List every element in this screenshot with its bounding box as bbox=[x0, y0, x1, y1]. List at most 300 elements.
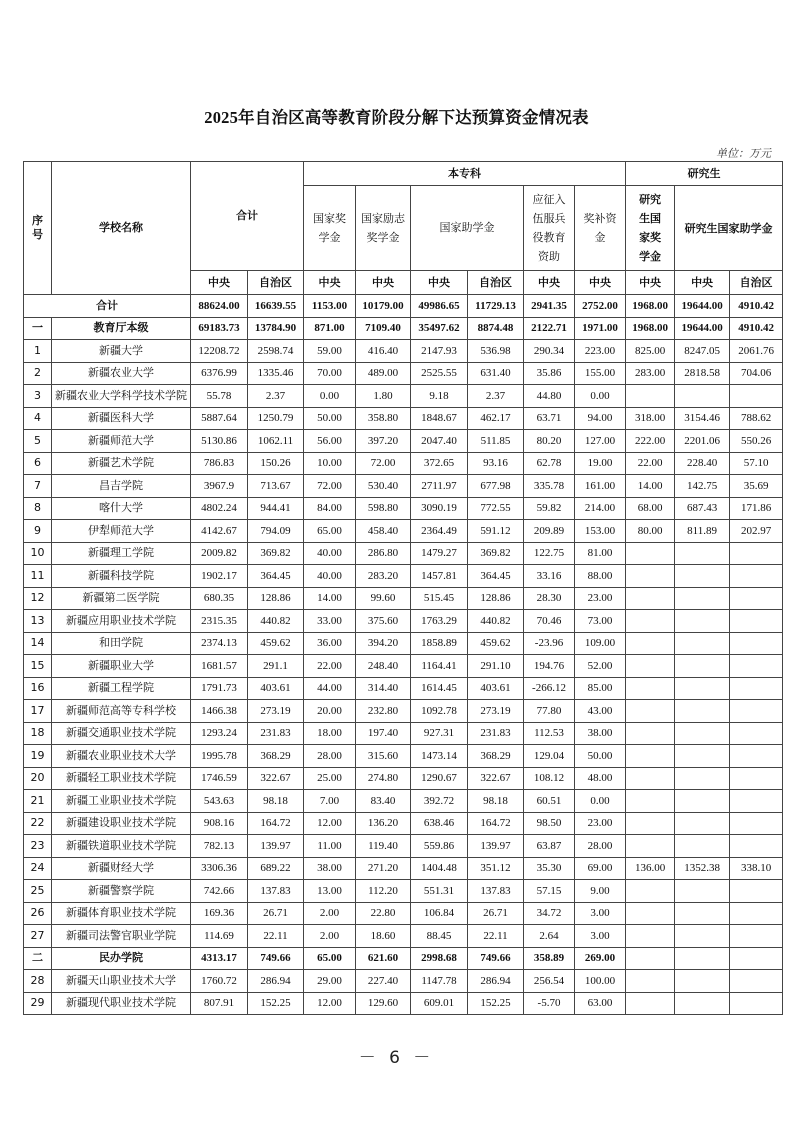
cell: 63.87 bbox=[524, 835, 575, 858]
cell: 127.00 bbox=[575, 430, 626, 453]
cell: 10179.00 bbox=[356, 295, 411, 318]
cell bbox=[626, 722, 675, 745]
header-autonomous: 自治区 bbox=[248, 271, 304, 295]
row-seq: 4 bbox=[24, 407, 52, 430]
cell: 358.89 bbox=[524, 947, 575, 970]
cell: 638.46 bbox=[411, 812, 468, 835]
cell: 40.00 bbox=[304, 565, 356, 588]
row-seq: 21 bbox=[24, 790, 52, 813]
cell: 9.00 bbox=[575, 880, 626, 903]
cell: 26.71 bbox=[468, 902, 524, 925]
cell: 3.00 bbox=[575, 902, 626, 925]
row-seq: 23 bbox=[24, 835, 52, 858]
budget-table bbox=[23, 161, 783, 1015]
row-seq: 16 bbox=[24, 677, 52, 700]
cell: 202.97 bbox=[730, 520, 783, 543]
cell bbox=[730, 700, 783, 723]
cell: 2525.55 bbox=[411, 362, 468, 385]
cell: -266.12 bbox=[524, 677, 575, 700]
cell: 88.00 bbox=[575, 565, 626, 588]
cell bbox=[675, 542, 730, 565]
cell: 65.00 bbox=[304, 947, 356, 970]
cell: 3154.46 bbox=[675, 407, 730, 430]
cell: 11.00 bbox=[304, 835, 356, 858]
cell: 108.12 bbox=[524, 767, 575, 790]
cell: 291.10 bbox=[468, 655, 524, 678]
table-row bbox=[24, 925, 783, 948]
cell: 98.50 bbox=[524, 812, 575, 835]
row-school-name: 新疆大学 bbox=[52, 340, 191, 363]
cell: 273.19 bbox=[248, 700, 304, 723]
cell: 81.00 bbox=[575, 542, 626, 565]
cell: 98.18 bbox=[468, 790, 524, 813]
cell: 16639.55 bbox=[248, 295, 304, 318]
cell: 6376.99 bbox=[191, 362, 248, 385]
cell bbox=[626, 610, 675, 633]
cell: 2752.00 bbox=[575, 295, 626, 318]
cell: 0.00 bbox=[575, 790, 626, 813]
cell: 689.22 bbox=[248, 857, 304, 880]
cell: 677.98 bbox=[468, 475, 524, 498]
cell bbox=[730, 835, 783, 858]
cell: 33.16 bbox=[524, 565, 575, 588]
cell: 621.60 bbox=[356, 947, 411, 970]
cell: 1791.73 bbox=[191, 677, 248, 700]
cell bbox=[675, 632, 730, 655]
cell: 48.00 bbox=[575, 767, 626, 790]
cell: 214.00 bbox=[575, 497, 626, 520]
cell bbox=[675, 812, 730, 835]
cell: 98.18 bbox=[248, 790, 304, 813]
row-school-name: 新疆第二医学院 bbox=[52, 587, 191, 610]
cell bbox=[675, 925, 730, 948]
row-seq: 25 bbox=[24, 880, 52, 903]
cell: 197.40 bbox=[356, 722, 411, 745]
cell: 530.40 bbox=[356, 475, 411, 498]
cell: 1457.81 bbox=[411, 565, 468, 588]
cell: 2818.58 bbox=[675, 362, 730, 385]
cell bbox=[675, 565, 730, 588]
cell: 1858.89 bbox=[411, 632, 468, 655]
row-school-name: 新疆农业大学 bbox=[52, 362, 191, 385]
row-school-name: 新疆师范大学 bbox=[52, 430, 191, 453]
cell: 338.10 bbox=[730, 857, 783, 880]
row-school-name: 新疆建设职业技术学院 bbox=[52, 812, 191, 835]
cell: 749.66 bbox=[248, 947, 304, 970]
cell: 68.00 bbox=[626, 497, 675, 520]
row-school-name: 新疆司法警官职业学院 bbox=[52, 925, 191, 948]
header-school-name: 学校名称 bbox=[52, 162, 191, 295]
cell: 2374.13 bbox=[191, 632, 248, 655]
cell bbox=[626, 542, 675, 565]
cell: 358.80 bbox=[356, 407, 411, 430]
cell: 23.00 bbox=[575, 587, 626, 610]
cell: 8247.05 bbox=[675, 340, 730, 363]
cell bbox=[730, 745, 783, 768]
cell: 811.89 bbox=[675, 520, 730, 543]
cell: 4802.24 bbox=[191, 497, 248, 520]
cell: 286.94 bbox=[248, 970, 304, 993]
cell: 440.82 bbox=[468, 610, 524, 633]
row-school-name: 新疆天山职业技术大学 bbox=[52, 970, 191, 993]
row-seq: 8 bbox=[24, 497, 52, 520]
cell: 609.01 bbox=[411, 992, 468, 1015]
table-row bbox=[24, 542, 783, 565]
cell bbox=[730, 542, 783, 565]
header-central: 中央 bbox=[304, 271, 356, 295]
unit-label: 单位：万元 bbox=[716, 148, 771, 160]
cell: 807.91 bbox=[191, 992, 248, 1015]
cell: 286.94 bbox=[468, 970, 524, 993]
cell: 364.45 bbox=[248, 565, 304, 588]
cell: 1968.00 bbox=[626, 317, 675, 340]
cell: 271.20 bbox=[356, 857, 411, 880]
row-seq: 6 bbox=[24, 452, 52, 475]
cell: 2598.74 bbox=[248, 340, 304, 363]
header-autonomous: 自治区 bbox=[468, 271, 524, 295]
cell: 368.29 bbox=[468, 745, 524, 768]
cell: 20.00 bbox=[304, 700, 356, 723]
cell bbox=[626, 970, 675, 993]
table-row bbox=[24, 340, 783, 363]
cell bbox=[730, 722, 783, 745]
row-seq: 18 bbox=[24, 722, 52, 745]
cell: 322.67 bbox=[468, 767, 524, 790]
row-school-name: 新疆轻工职业技术学院 bbox=[52, 767, 191, 790]
cell: 59.00 bbox=[304, 340, 356, 363]
cell: 80.20 bbox=[524, 430, 575, 453]
cell bbox=[626, 385, 675, 408]
cell: 5887.64 bbox=[191, 407, 248, 430]
cell bbox=[626, 790, 675, 813]
cell: 772.55 bbox=[468, 497, 524, 520]
table-row bbox=[24, 452, 783, 475]
cell bbox=[730, 655, 783, 678]
cell: 223.00 bbox=[575, 340, 626, 363]
cell: 23.00 bbox=[575, 812, 626, 835]
cell: 18.00 bbox=[304, 722, 356, 745]
row-seq: 一 bbox=[24, 317, 52, 340]
cell: 73.00 bbox=[575, 610, 626, 633]
cell: 129.04 bbox=[524, 745, 575, 768]
table-row bbox=[24, 362, 783, 385]
cell: 1681.57 bbox=[191, 655, 248, 678]
cell bbox=[675, 722, 730, 745]
cell bbox=[675, 902, 730, 925]
row-school-name: 新疆财经大学 bbox=[52, 857, 191, 880]
cell: 2147.93 bbox=[411, 340, 468, 363]
cell: 927.31 bbox=[411, 722, 468, 745]
cell: 1479.27 bbox=[411, 542, 468, 565]
cell: 794.09 bbox=[248, 520, 304, 543]
cell bbox=[626, 835, 675, 858]
cell: 515.45 bbox=[411, 587, 468, 610]
header-national-scholarship: 国家奖学金 bbox=[304, 186, 356, 271]
cell: 56.00 bbox=[304, 430, 356, 453]
cell: 28.00 bbox=[575, 835, 626, 858]
table-row bbox=[24, 407, 783, 430]
cell: 511.85 bbox=[468, 430, 524, 453]
cell: 11729.13 bbox=[468, 295, 524, 318]
cell: 1290.67 bbox=[411, 767, 468, 790]
cell: 8874.48 bbox=[468, 317, 524, 340]
cell: 164.72 bbox=[248, 812, 304, 835]
cell: 228.40 bbox=[675, 452, 730, 475]
cell: 34.72 bbox=[524, 902, 575, 925]
cell: 704.06 bbox=[730, 362, 783, 385]
cell: 1293.24 bbox=[191, 722, 248, 745]
cell bbox=[675, 970, 730, 993]
row-school-name: 新疆铁道职业技术学院 bbox=[52, 835, 191, 858]
cell: 72.00 bbox=[356, 452, 411, 475]
cell bbox=[675, 992, 730, 1015]
cell: 63.71 bbox=[524, 407, 575, 430]
cell: 88.45 bbox=[411, 925, 468, 948]
cell bbox=[730, 880, 783, 903]
cell bbox=[675, 655, 730, 678]
row-seq: 5 bbox=[24, 430, 52, 453]
document-title: 2025年自治区高等教育阶段分解下达预算资金情况表 bbox=[204, 108, 589, 127]
cell: 2.37 bbox=[248, 385, 304, 408]
cell: 13.00 bbox=[304, 880, 356, 903]
cell: 1614.45 bbox=[411, 677, 468, 700]
row-seq: 20 bbox=[24, 767, 52, 790]
table-row bbox=[24, 992, 783, 1015]
cell: 12208.72 bbox=[191, 340, 248, 363]
header-inspirational-scholarship: 国家励志奖学金 bbox=[356, 186, 411, 271]
cell: 169.36 bbox=[191, 902, 248, 925]
cell: 290.34 bbox=[524, 340, 575, 363]
cell: 139.97 bbox=[248, 835, 304, 858]
cell: 77.80 bbox=[524, 700, 575, 723]
cell: 19.00 bbox=[575, 452, 626, 475]
cell: 2.37 bbox=[468, 385, 524, 408]
cell: 164.72 bbox=[468, 812, 524, 835]
cell: 22.00 bbox=[626, 452, 675, 475]
cell: 38.00 bbox=[575, 722, 626, 745]
cell: 38.00 bbox=[304, 857, 356, 880]
cell: 69183.73 bbox=[191, 317, 248, 340]
row-seq: 22 bbox=[24, 812, 52, 835]
row-school-name: 新疆师范高等专科学校 bbox=[52, 700, 191, 723]
row-seq: 29 bbox=[24, 992, 52, 1015]
cell bbox=[626, 745, 675, 768]
cell: 137.83 bbox=[248, 880, 304, 903]
cell: 85.00 bbox=[575, 677, 626, 700]
cell: 22.00 bbox=[304, 655, 356, 678]
cell: 2941.35 bbox=[524, 295, 575, 318]
row-name: 教育厅本级 bbox=[52, 317, 191, 340]
table-row bbox=[24, 385, 783, 408]
row-school-name: 新疆体育职业技术学院 bbox=[52, 902, 191, 925]
row-school-name: 新疆艺术学院 bbox=[52, 452, 191, 475]
cell: 161.00 bbox=[575, 475, 626, 498]
row-seq: 17 bbox=[24, 700, 52, 723]
cell: 0.00 bbox=[575, 385, 626, 408]
cell: 227.40 bbox=[356, 970, 411, 993]
row-seq: 19 bbox=[24, 745, 52, 768]
cell: 0.00 bbox=[304, 385, 356, 408]
cell bbox=[730, 992, 783, 1015]
table-row bbox=[24, 677, 783, 700]
cell: 2711.97 bbox=[411, 475, 468, 498]
cell: 536.98 bbox=[468, 340, 524, 363]
cell: 2998.68 bbox=[411, 947, 468, 970]
row-school-name: 新疆农业职业技术大学 bbox=[52, 745, 191, 768]
cell: 83.40 bbox=[356, 790, 411, 813]
cell: 2.00 bbox=[304, 902, 356, 925]
cell: 322.67 bbox=[248, 767, 304, 790]
table-row bbox=[24, 767, 783, 790]
cell: 12.00 bbox=[304, 812, 356, 835]
cell: 59.82 bbox=[524, 497, 575, 520]
cell bbox=[626, 925, 675, 948]
cell: 128.86 bbox=[468, 587, 524, 610]
row-seq: 1 bbox=[24, 340, 52, 363]
cell bbox=[626, 947, 675, 970]
cell: 70.00 bbox=[304, 362, 356, 385]
cell: 351.12 bbox=[468, 857, 524, 880]
cell bbox=[675, 745, 730, 768]
row-school-name: 新疆应用职业技术学院 bbox=[52, 610, 191, 633]
cell bbox=[675, 835, 730, 858]
cell: 136.20 bbox=[356, 812, 411, 835]
cell: 9.18 bbox=[411, 385, 468, 408]
cell bbox=[626, 655, 675, 678]
cell: 283.20 bbox=[356, 565, 411, 588]
cell: 2122.71 bbox=[524, 317, 575, 340]
cell: 1995.78 bbox=[191, 745, 248, 768]
cell: 70.46 bbox=[524, 610, 575, 633]
row-seq: 14 bbox=[24, 632, 52, 655]
cell bbox=[675, 880, 730, 903]
row-school-name: 新疆职业大学 bbox=[52, 655, 191, 678]
cell: 65.00 bbox=[304, 520, 356, 543]
cell bbox=[730, 812, 783, 835]
cell: 72.00 bbox=[304, 475, 356, 498]
row-school-name: 新疆科技学院 bbox=[52, 565, 191, 588]
cell: 194.76 bbox=[524, 655, 575, 678]
row-school-name: 新疆农业大学科学技术学院 bbox=[52, 385, 191, 408]
header-central: 中央 bbox=[626, 271, 675, 295]
cell: 782.13 bbox=[191, 835, 248, 858]
cell: 256.54 bbox=[524, 970, 575, 993]
cell: 1352.38 bbox=[675, 857, 730, 880]
row-school-name: 新疆理工学院 bbox=[52, 542, 191, 565]
cell: 403.61 bbox=[468, 677, 524, 700]
row-seq: 12 bbox=[24, 587, 52, 610]
header-grad-national-aid: 研究生国家助学金 bbox=[675, 186, 783, 271]
cell: 3967.9 bbox=[191, 475, 248, 498]
cell: 136.00 bbox=[626, 857, 675, 880]
cell: 114.69 bbox=[191, 925, 248, 948]
cell: 680.35 bbox=[191, 587, 248, 610]
cell: 2061.76 bbox=[730, 340, 783, 363]
cell: 28.00 bbox=[304, 745, 356, 768]
cell: 7.00 bbox=[304, 790, 356, 813]
row-school-name: 新疆警察学院 bbox=[52, 880, 191, 903]
table-row bbox=[24, 790, 783, 813]
cell bbox=[675, 767, 730, 790]
cell: 22.80 bbox=[356, 902, 411, 925]
row-seq: 3 bbox=[24, 385, 52, 408]
cell: 369.82 bbox=[248, 542, 304, 565]
table-row bbox=[24, 632, 783, 655]
cell: 369.82 bbox=[468, 542, 524, 565]
cell bbox=[730, 767, 783, 790]
table-row bbox=[24, 565, 783, 588]
cell: -5.70 bbox=[524, 992, 575, 1015]
row-seq: 二 bbox=[24, 947, 52, 970]
cell bbox=[730, 947, 783, 970]
row-seq: 10 bbox=[24, 542, 52, 565]
cell: 152.25 bbox=[468, 992, 524, 1015]
cell: 19644.00 bbox=[675, 317, 730, 340]
table-row bbox=[24, 587, 783, 610]
cell: 1147.78 bbox=[411, 970, 468, 993]
row-school-name: 新疆医科大学 bbox=[52, 407, 191, 430]
cell: 222.00 bbox=[626, 430, 675, 453]
header-central: 中央 bbox=[524, 271, 575, 295]
cell bbox=[730, 790, 783, 813]
cell bbox=[626, 992, 675, 1015]
cell: 392.72 bbox=[411, 790, 468, 813]
cell bbox=[675, 610, 730, 633]
row-seq: 13 bbox=[24, 610, 52, 633]
cell: 62.78 bbox=[524, 452, 575, 475]
cell: 1092.78 bbox=[411, 700, 468, 723]
cell bbox=[730, 677, 783, 700]
cell: 375.60 bbox=[356, 610, 411, 633]
cell: 100.00 bbox=[575, 970, 626, 993]
cell: 2315.35 bbox=[191, 610, 248, 633]
cell: 459.62 bbox=[468, 632, 524, 655]
header-national-aid: 国家助学金 bbox=[411, 186, 524, 271]
table-row bbox=[24, 655, 783, 678]
cell: 1473.14 bbox=[411, 745, 468, 768]
cell: 112.20 bbox=[356, 880, 411, 903]
table-row bbox=[24, 610, 783, 633]
cell: 825.00 bbox=[626, 340, 675, 363]
cell: 60.51 bbox=[524, 790, 575, 813]
cell: 5130.86 bbox=[191, 430, 248, 453]
cell: 84.00 bbox=[304, 497, 356, 520]
row-seq: 15 bbox=[24, 655, 52, 678]
cell: 80.00 bbox=[626, 520, 675, 543]
table-row bbox=[24, 700, 783, 723]
cell: 35497.62 bbox=[411, 317, 468, 340]
header-graduate: 研究生 bbox=[626, 162, 783, 186]
cell: 49986.65 bbox=[411, 295, 468, 318]
table-row bbox=[24, 475, 783, 498]
table-row bbox=[24, 812, 783, 835]
cell: 2.00 bbox=[304, 925, 356, 948]
row-school-name: 昌吉学院 bbox=[52, 475, 191, 498]
table-row bbox=[24, 970, 783, 993]
cell: 14.00 bbox=[304, 587, 356, 610]
row-name: 民办学院 bbox=[52, 947, 191, 970]
cell: 1.80 bbox=[356, 385, 411, 408]
cell: 559.86 bbox=[411, 835, 468, 858]
cell bbox=[626, 812, 675, 835]
header-central: 中央 bbox=[191, 271, 248, 295]
header-autonomous: 自治区 bbox=[730, 271, 783, 295]
cell: 273.19 bbox=[468, 700, 524, 723]
cell: 2201.06 bbox=[675, 430, 730, 453]
cell bbox=[626, 587, 675, 610]
cell: 35.86 bbox=[524, 362, 575, 385]
cell: 232.80 bbox=[356, 700, 411, 723]
